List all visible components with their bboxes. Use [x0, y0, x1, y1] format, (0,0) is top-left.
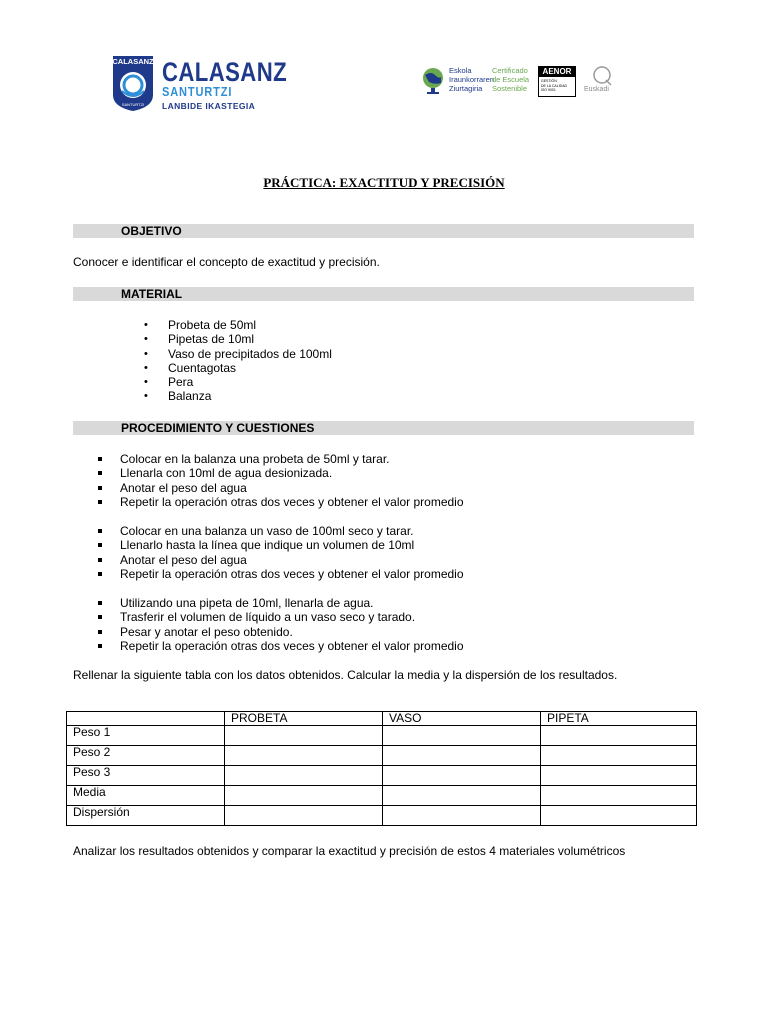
list-item: Utilizando una pipeta de 10ml, llenarla de agua. [120, 596, 464, 610]
table-cell[interactable] [541, 726, 697, 746]
logo-subtitle: SANTURTZI [162, 84, 233, 99]
results-table [66, 711, 697, 826]
logo-tagline: LANBIDE IKASTEGIA [162, 101, 256, 111]
table-cell[interactable] [383, 806, 541, 826]
table-cell[interactable] [383, 786, 541, 806]
document-title: PRÁCTICA: EXACTITUD Y PRECISIÓN [263, 175, 505, 190]
list-item: Pesar y anotar el peso obtenido. [120, 625, 464, 639]
row-label: Peso 1 [67, 726, 225, 746]
list-item: • Pipetas de 10ml [168, 332, 332, 346]
list-item: • Probeta de 50ml [168, 318, 332, 332]
list-item: • Pera [168, 375, 332, 389]
table-cell[interactable] [383, 766, 541, 786]
table-cell[interactable] [541, 806, 697, 826]
table-cell[interactable] [541, 766, 697, 786]
table-header-cell [67, 712, 225, 726]
row-label: Media [67, 786, 225, 806]
list-item: Llenarlo hasta la línea que indique un volumen de 10ml [120, 538, 464, 552]
list-item: Repetir la operación otras dos veces y obtener el valor promedio [120, 494, 464, 509]
row-label: Peso 3 [67, 766, 225, 786]
table-cell[interactable] [225, 786, 383, 806]
table-cell[interactable] [383, 746, 541, 766]
table-cell[interactable] [383, 726, 541, 746]
procedure-group-1 [120, 452, 464, 509]
table-row [67, 726, 697, 746]
section-bar-objetivo [73, 224, 694, 238]
table-cell[interactable] [541, 746, 697, 766]
list-item: • Cuentagotas [168, 361, 332, 375]
list-item: • Vaso de precipitados de 100ml [168, 347, 332, 361]
list-item: Trasferir el volumen de líquido a un vaso seco y tarado. [120, 610, 464, 624]
aenor-badge: AENOR GESTIÓN DE LA CALIDAD ISO 9001 [538, 66, 576, 97]
logo-title: CALASANZ [162, 57, 288, 87]
table-row [67, 806, 697, 826]
section-bar-procedimiento [73, 421, 694, 435]
list-item: Repetir la operación otras dos veces y obtener el valor promedio [120, 566, 464, 581]
list-item: Anotar el peso del agua [120, 553, 464, 567]
table-header-cell: PROBETA [225, 712, 383, 726]
euskadi-label: Euskadi [584, 86, 609, 93]
list-item: • Balanza [168, 389, 332, 403]
svg-text:CALASANZ: CALASANZ [112, 57, 154, 66]
list-item: Repetir la operación otras dos veces y obtener el valor promedio [120, 638, 464, 653]
table-header-cell: PIPETA [541, 712, 697, 726]
material-list [168, 318, 332, 404]
cert-text-basque: Eskola Iraunkorraren Ziurtagiria [449, 66, 495, 93]
section-heading: OBJETIVO [121, 224, 182, 238]
table-cell[interactable] [541, 786, 697, 806]
table-row [67, 746, 697, 766]
section-heading: PROCEDIMIENTO Y CUESTIONES [121, 421, 315, 435]
procedure-group-2 [120, 524, 464, 581]
section-heading: MATERIAL [121, 287, 183, 301]
list-item: Colocar en una balanza un vaso de 100ml seco y tarar. [120, 524, 464, 538]
svg-text:SANTURTZI: SANTURTZI [121, 102, 145, 107]
list-item: Anotar el peso del agua [120, 481, 464, 495]
analysis-instruction: Analizar los resultados obtenidos y comparar la exactitud y precisión de estos 4 materiales volumétricos [73, 844, 626, 858]
list-item: Llenarla con 10ml de agua desionizada. [120, 466, 464, 480]
section-bar-material [73, 287, 694, 301]
table-row [67, 766, 697, 786]
cert-text-spanish: Certificado de Escuela Sostenible [492, 66, 530, 93]
table-cell[interactable] [225, 766, 383, 786]
table-instruction: Rellenar la siguiente tabla con los datos obtenidos. Calcular la media y la dispersión de los resultados. [73, 668, 618, 682]
table-cell[interactable] [225, 726, 383, 746]
table-header-cell: VASO [383, 712, 541, 726]
calasanz-shield-logo [112, 55, 154, 112]
globe-icon [421, 65, 445, 95]
table-cell[interactable] [225, 746, 383, 766]
table-cell[interactable] [225, 806, 383, 826]
procedure-group-3 [120, 596, 464, 653]
table-row [67, 786, 697, 806]
row-label: Dispersión [67, 806, 225, 826]
table-header-row [67, 712, 697, 726]
row-label: Peso 2 [67, 746, 225, 766]
objetivo-text: Conocer e identificar el concepto de exactitud y precisión. [73, 255, 380, 269]
list-item: Colocar en la balanza una probeta de 50ml y tarar. [120, 452, 464, 466]
